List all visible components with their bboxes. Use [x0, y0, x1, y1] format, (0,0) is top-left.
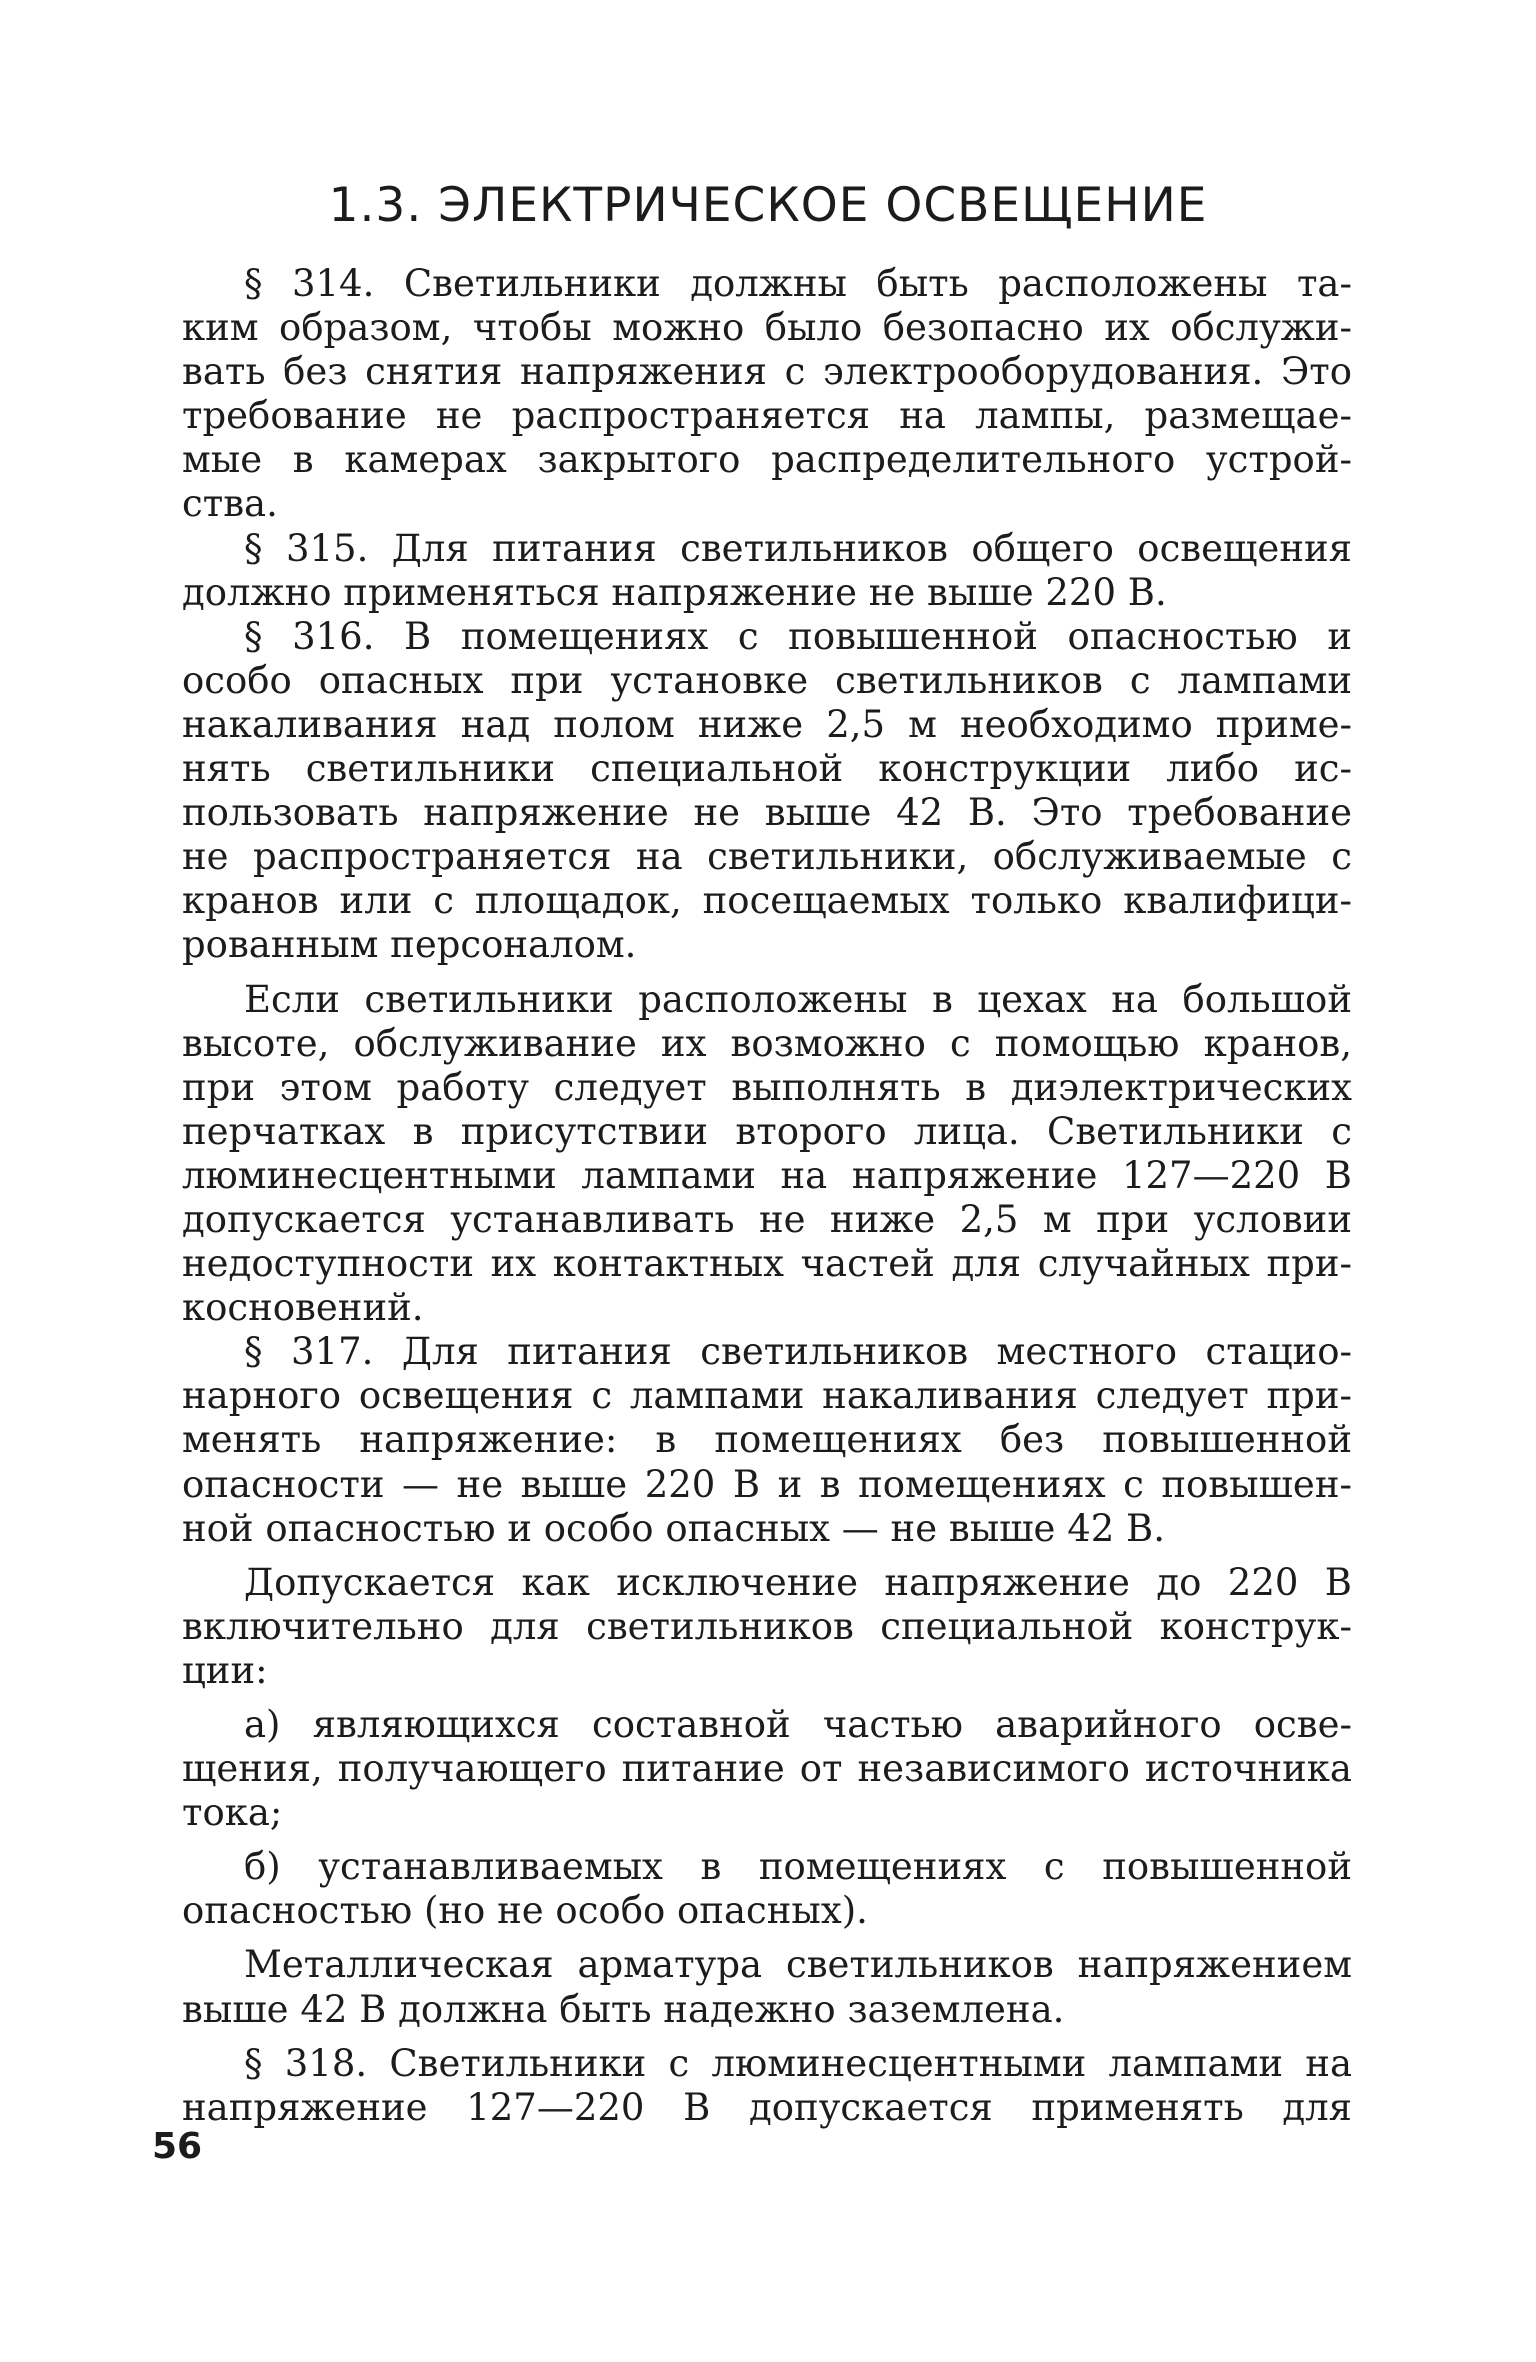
text-line: вать без снятия напряжения с электрооборудования. Это [182, 350, 1352, 394]
text-line: напряжение 127—220 В допускается применять для [182, 2085, 1352, 2129]
text-line: менять напряжение: в помещениях без повышенной [182, 1418, 1352, 1462]
text-line: выше 42 В должна быть надежно заземлена. [182, 1987, 1065, 2031]
text-line: рованным персоналом. [182, 923, 637, 967]
text-line: должно применяться напряжение не выше 220 В. [182, 570, 1167, 614]
text-line: ции: [182, 1648, 268, 1692]
body-text [182, 262, 1352, 2130]
text-line: нарного освещения с лампами накаливания следует при- [182, 1374, 1352, 1418]
text-line: § 316. В помещениях с повышенной опасностью и [244, 614, 1352, 658]
text-line: нять светильники специальной конструкции либо ис- [182, 747, 1352, 791]
text-line: мые в камерах закрытого распределительного устрой- [182, 438, 1352, 482]
text-line: допускается устанавливать не ниже 2,5 м при условии [182, 1197, 1352, 1241]
text-line: накаливания над полом ниже 2,5 м необходимо приме- [182, 702, 1352, 746]
text-line: высоте, обслуживание их возможно с помощью кранов, [182, 1021, 1352, 1065]
text-line: косновений. [182, 1286, 424, 1330]
text-line: недоступности их контактных частей для случайных при- [182, 1242, 1352, 1286]
text-line: § 314. Светильники должны быть расположены та- [244, 262, 1352, 305]
text-line: а) являющихся составной частью аварийного осве- [244, 1703, 1352, 1746]
text-line: ким образом, чтобы можно было безопасно их обслужи- [182, 306, 1352, 350]
text-line: пользовать напряжение не выше 42 В. Это требование [182, 791, 1352, 835]
text-line: ной опасностью и особо опасных — не выше 42 В. [182, 1506, 1165, 1550]
text-line: Металлическая арматура светильников напряжением [244, 1943, 1352, 1987]
text-line: § 317. Для питания светильников местного стацио- [244, 1330, 1352, 1374]
text-line: Если светильники расположены в цехах на большой [244, 977, 1352, 1021]
text-line: § 318. Светильники с люминесцентными лампами на [244, 2041, 1352, 2085]
text-line: люминесцентными лампами на напряжение 127—220 В [182, 1153, 1352, 1197]
text-line: тока; [182, 1791, 283, 1835]
text-line: ства. [182, 482, 278, 526]
section-heading: 1.3. ЭЛЕКТРИЧЕСКОЕ ОСВЕЩЕНИЕ [328, 178, 1208, 233]
page-number: 56 [152, 2126, 203, 2167]
text-line: не распространяется на светильники, обслуживаемые с [182, 835, 1352, 879]
text-line: § 315. Для питания светильников общего освещения [244, 526, 1352, 570]
text-line: опасности — не выше 220 В и в помещениях с повышен- [182, 1462, 1352, 1506]
text-line: включительно для светильников специальной конструк- [182, 1604, 1352, 1648]
text-line: опасностью (но не особо опасных). [182, 1889, 868, 1933]
text-line: требование не распространяется на лампы, размещае- [182, 394, 1352, 438]
text-line: кранов или с площадок, посещаемых только квалифици- [182, 879, 1352, 923]
text-line: перчатках в присутствии второго лица. Светильники с [182, 1109, 1352, 1153]
text-line: особо опасных при установке светильников с лампами [182, 658, 1352, 702]
text-line: Допускается как исключение напряжение до 220 В [244, 1560, 1352, 1604]
text-line: б) устанавливаемых в помещениях с повышенной [244, 1845, 1352, 1889]
text-line: при этом работу следует выполнять в диэлектрических [182, 1065, 1352, 1109]
text-line: щения, получающего питание от независимого источника [182, 1747, 1352, 1791]
